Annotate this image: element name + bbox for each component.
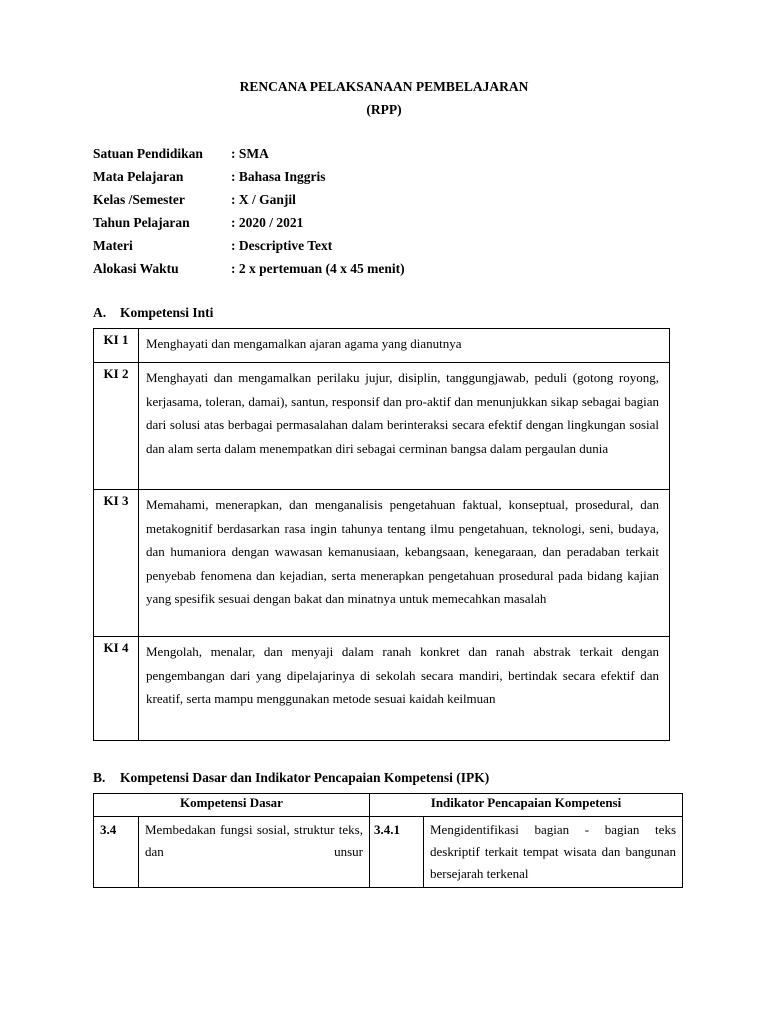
info-label: Materi xyxy=(93,238,133,253)
info-value: : Bahasa Inggris xyxy=(231,169,326,184)
section-letter: A. xyxy=(93,305,107,320)
ki-code: KI 1 xyxy=(94,329,139,363)
info-value: : 2020 / 2021 xyxy=(231,215,304,230)
info-value: : X / Ganjil xyxy=(231,192,296,207)
info-label: Mata Pelajaran xyxy=(93,169,184,184)
table-row xyxy=(94,817,683,888)
ipk-text: Mengidentifikasi bagian - bagian teks deskriptif terkait tempat wisata dan bangunan bersejarah terkenal xyxy=(424,817,683,888)
ki-text: Mengolah, menalar, dan menyaji dalam ranah konkret dan ranah abstrak terkait dengan pengembangan dari yang dipelajarinya di sekolah secara mandiri, bertindak secara efektif dan kreatif, serta mampu menggunakan metode sesuai kaidah keilmuan xyxy=(139,637,670,741)
ki-text: Menghayati dan mengamalkan perilaku jujur, disiplin, tanggungjawab, peduli (gotong royong, kerjasama, toleran, damai), santun, responsif dan pro-aktif dan menunjukkan sikap sebagai bagian dari solusi atas berbagai permasalahan dalam berinteraksi secara efektif dengan lingkungan sosial dan alam serta dalam menempatkan diri sebagai cerminan bangsa dalam pergaulan dunia xyxy=(139,363,670,490)
ki-code: KI 2 xyxy=(94,363,139,490)
section-letter: B. xyxy=(93,770,106,785)
table-row xyxy=(94,490,670,637)
kd-code: 3.4 xyxy=(94,817,139,888)
info-label: Alokasi Waktu xyxy=(93,261,179,276)
table-row xyxy=(94,637,670,741)
info-value: : SMA xyxy=(231,146,269,161)
ipk-code: 3.4.1 xyxy=(370,817,424,888)
ipk-header: Indikator Pencapaian Kompetensi xyxy=(370,794,683,817)
info-value: : Descriptive Text xyxy=(231,238,333,253)
document-subtitle: (RPP) xyxy=(366,102,402,117)
info-label: Tahun Pelajaran xyxy=(93,215,190,230)
document-title: RENCANA PELAKSANAAN PEMBELAJARAN xyxy=(239,79,529,94)
info-label: Kelas /Semester xyxy=(93,192,185,207)
section-title: Kompetensi Inti xyxy=(120,305,214,320)
kd-text: Membedakan fungsi sosial, struktur teks, dan unsur xyxy=(139,817,370,888)
section-title: Kompetensi Dasar dan Indikator Pencapaian Kompetensi (IPK) xyxy=(120,770,490,785)
ki-text: Menghayati dan mengamalkan ajaran agama yang dianutnya xyxy=(139,329,670,363)
kd-header: Kompetensi Dasar xyxy=(94,794,370,817)
table-row xyxy=(94,329,670,363)
kompetensi-inti-table xyxy=(93,328,670,741)
ki-code: KI 3 xyxy=(94,490,139,637)
ki-text: Memahami, menerapkan, dan menganalisis pengetahuan faktual, konseptual, prosedural, dan metakognitif berdasarkan rasa ingin tahunya tentang ilmu pengetahuan, teknologi, seni, budaya, dan humaniora dengan wawasan kemanusiaan, kebangsaan, kenegaraan, dan peradaban terkait penyebab fenomena dan kejadian, serta menerapkan pengetahuan prosedural pada bidang kajian yang spesifik sesuai dengan bakat dan minatnya untuk memecahkan masalah xyxy=(139,490,670,637)
kompetensi-dasar-table xyxy=(93,793,683,888)
info-label: Satuan Pendidikan xyxy=(93,146,203,161)
section-b-heading xyxy=(93,770,489,786)
section-a-heading xyxy=(93,305,213,321)
table-header-row xyxy=(94,794,683,817)
table-row xyxy=(94,363,670,490)
ki-code: KI 4 xyxy=(94,637,139,741)
info-value: : 2 x pertemuan (4 x 45 menit) xyxy=(231,261,405,276)
